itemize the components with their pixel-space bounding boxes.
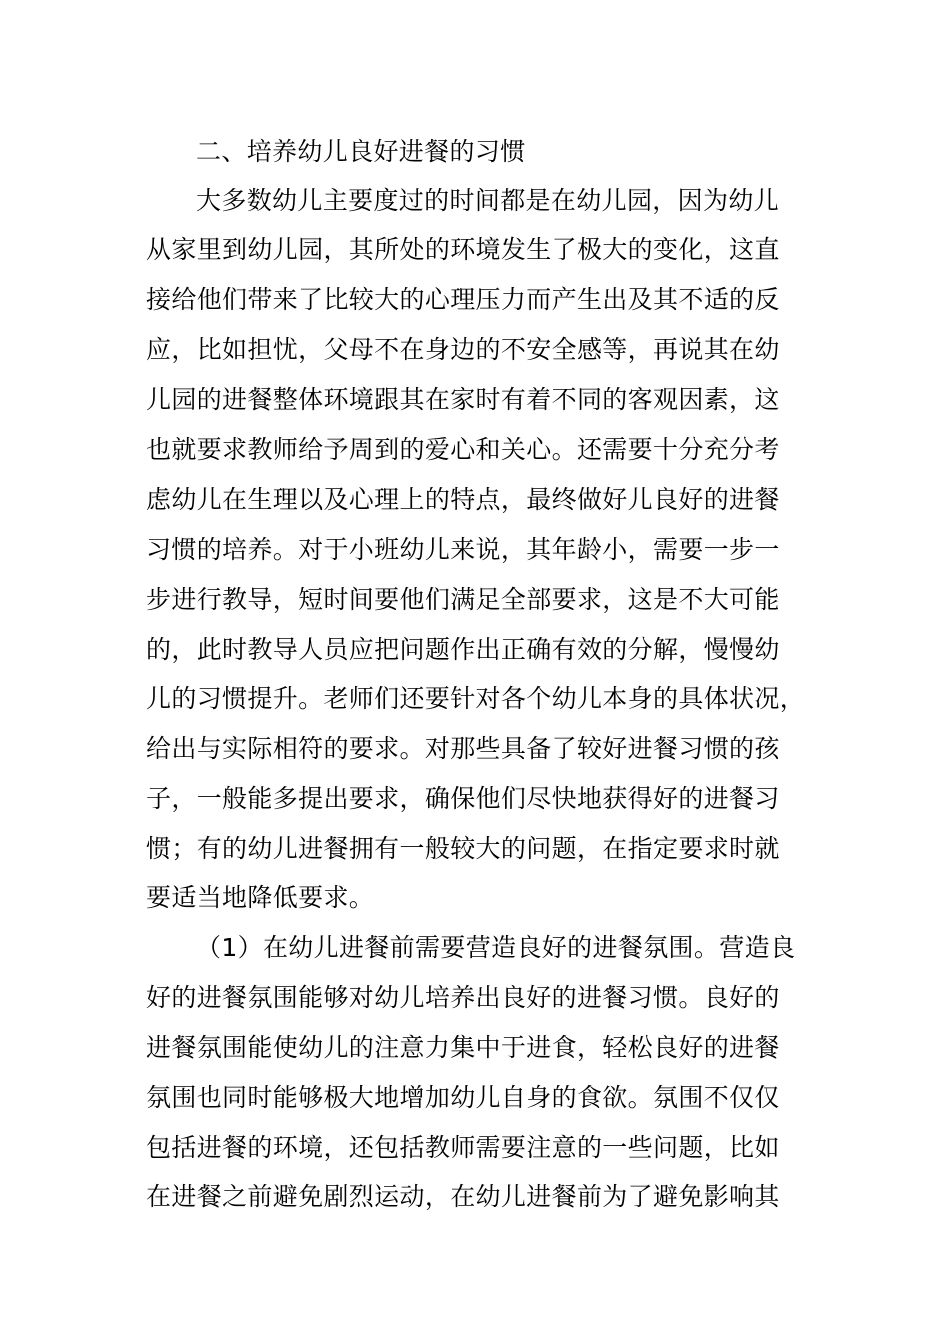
paragraph-line: 大多数幼儿主要度过的时间都是在幼儿园，因为幼儿 [196,186,780,215]
paragraph-line: 在进餐之前避免剧烈运动，在幼儿进餐前为了避免影响其 [146,1182,780,1211]
paragraph-line: 给出与实际相符的要求。对那些具备了较好进餐习惯的孩 [146,734,780,763]
paragraph-line: 步进行教导，短时间要他们满足全部要求，这是不大可能 [146,585,780,614]
paragraph-line: 要适当地降低要求。 [146,883,375,912]
paragraph-line: 惯；有的幼儿进餐拥有一般较大的问题，在指定要求时就 [146,834,780,863]
paragraph-line: 进餐氛围能使幼儿的注意力集中于进食，轻松良好的进餐 [146,1033,780,1062]
paragraph-line: 从家里到幼儿园，其所处的环境发生了极大的变化，这直 [146,235,780,264]
paragraph-line: 子，一般能多提出要求，确保他们尽快地获得好的进餐习 [146,784,780,813]
paragraph-line: （1）在幼儿进餐前需要营造良好的进餐氛围。营造良 [196,933,796,962]
section-heading: 二、培养幼儿良好进餐的习惯 [196,137,526,166]
paragraph-line: 接给他们带来了比较大的心理压力而产生出及其不适的反 [146,285,780,314]
paragraph-line: 的，此时教导人员应把问题作出正确有效的分解，慢慢幼 [146,635,780,664]
paragraph-line: 氛围也同时能够极大地增加幼儿自身的食欲。氛围不仅仅 [146,1083,780,1112]
paragraph-line: 虑幼儿在生理以及心理上的特点，最终做好儿良好的进餐 [146,485,780,514]
paragraph-line: 包括进餐的环境，还包括教师需要注意的一些问题，比如 [146,1133,780,1162]
paragraph-line: 应，比如担忧，父母不在身边的不安全感等，再说其在幼 [146,335,780,364]
paragraph-line: 习惯的培养。对于小班幼儿来说，其年龄小，需要一步一 [146,535,780,564]
paragraph-line: 儿的习惯提升。老师们还要针对各个幼儿本身的具体状况， [146,684,806,713]
paragraph-line: 儿园的进餐整体环境跟其在家时有着不同的客观因素，这 [146,385,780,414]
paragraph-line: 也就要求教师给予周到的爱心和关心。还需要十分充分考 [146,435,780,464]
paragraph-line: 好的进餐氛围能够对幼儿培养出良好的进餐习惯。良好的 [146,983,780,1012]
